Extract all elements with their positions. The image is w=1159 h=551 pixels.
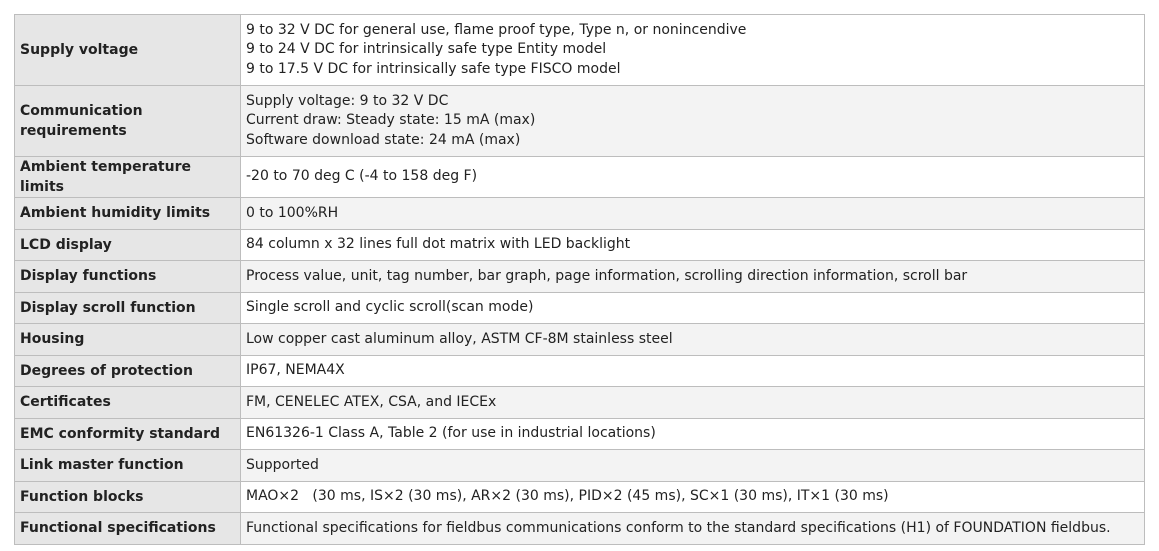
spec-value: Process value, unit, tag number, bar graph, page information, scrolling direction information, scroll bar [241,261,1145,293]
spec-row-link-master-function [15,450,1145,482]
spec-value: MAO×2 (30 ms, IS×2 (30 ms), AR×2 (30 ms), PID×2 (45 ms), SC×1 (30 ms), IT×1 (30 ms) [241,481,1145,513]
spec-value: Single scroll and cyclic scroll(scan mode) [241,292,1145,324]
spec-row-display-functions [15,261,1145,293]
spec-value: EN61326-1 Class A, Table 2 (for use in industrial locations) [241,418,1145,450]
spec-value [241,15,1145,86]
spec-value: IP67, NEMA4X [241,355,1145,387]
spec-row-degrees-of-protection [15,355,1145,387]
spec-label: Certificates [15,387,241,419]
spec-value-line: 9 to 17.5 V DC for intrinsically safe type FISCO model [246,60,621,77]
spec-label: Ambient humidity limits [15,198,241,230]
spec-value [241,86,1145,157]
specifications-table-body [15,15,1145,545]
spec-row-certificates [15,387,1145,419]
spec-row-display-scroll-function [15,292,1145,324]
spec-value: Supported [241,450,1145,482]
spec-value-line: 9 to 32 V DC for general use, flame proof type, Type n, or nonincendive [246,21,747,38]
spec-label: LCD display [15,229,241,261]
specifications-table [14,14,1145,545]
spec-row-emc-conformity-standard [15,418,1145,450]
spec-value-line: 9 to 24 V DC for intrinsically safe type Entity model [246,41,607,58]
spec-label: Communication requirements [15,86,241,157]
spec-value: Functional specifications for fieldbus communications conform to the standard specifications (H1) of FOUNDATION fieldbus. [241,513,1145,545]
spec-label: Ambient temperature limits [15,157,241,198]
spec-value: FM, CENELEC ATEX, CSA, and IECEx [241,387,1145,419]
spec-row-ambient-humidity-limits [15,198,1145,230]
spec-label: Display functions [15,261,241,293]
spec-row-supply-voltage [15,15,1145,86]
spec-value-line: Software download state: 24 mA (max) [246,131,521,148]
spec-value: 0 to 100%RH [241,198,1145,230]
spec-label: Functional specifications [15,513,241,545]
spec-value: -20 to 70 deg C (-4 to 158 deg F) [241,157,1145,198]
spec-row-communication-requirements [15,86,1145,157]
spec-row-lcd-display [15,229,1145,261]
spec-row-function-blocks [15,481,1145,513]
spec-label: EMC conformity standard [15,418,241,450]
spec-value-line: Current draw: Steady state: 15 mA (max) [246,112,536,129]
spec-value-line: Supply voltage: 9 to 32 V DC [246,92,449,109]
spec-label: Link master function [15,450,241,482]
spec-row-functional-specifications [15,513,1145,545]
spec-value: 84 column x 32 lines full dot matrix with LED backlight [241,229,1145,261]
spec-value: Low copper cast aluminum alloy, ASTM CF-8M stainless steel [241,324,1145,356]
spec-row-ambient-temperature-limits [15,157,1145,198]
spec-label: Housing [15,324,241,356]
spec-label: Display scroll function [15,292,241,324]
spec-label: Function blocks [15,481,241,513]
spec-label: Degrees of protection [15,355,241,387]
spec-row-housing [15,324,1145,356]
spec-label: Supply voltage [15,15,241,86]
